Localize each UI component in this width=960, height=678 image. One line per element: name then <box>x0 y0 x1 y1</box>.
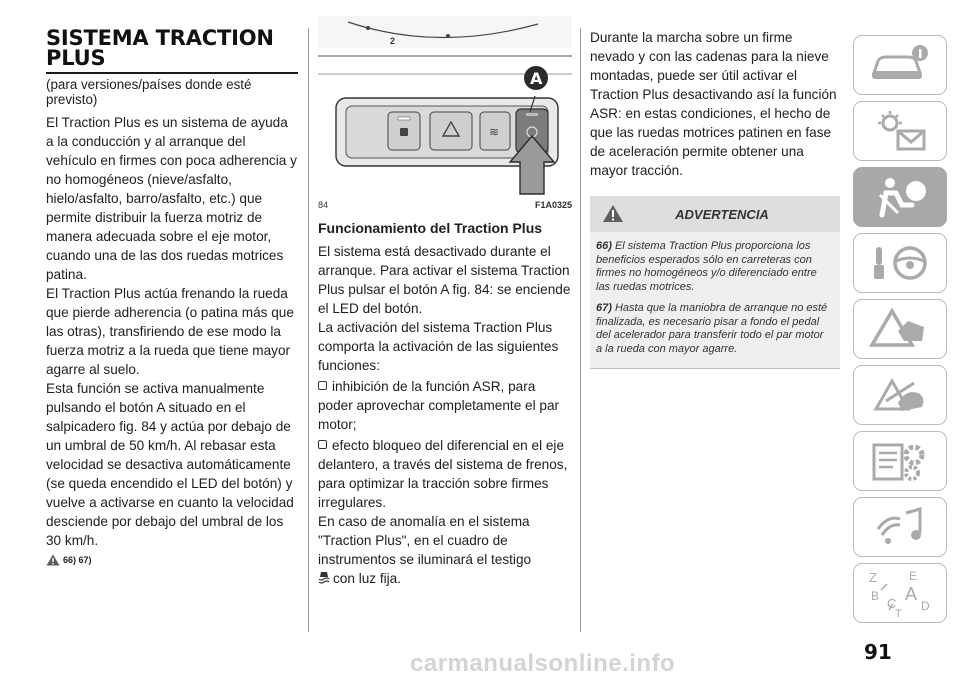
figure-caption <box>318 200 572 210</box>
warning-header <box>590 196 840 232</box>
column-divider <box>580 28 581 632</box>
reference-numbers: 66) 67) <box>63 555 92 565</box>
warning-item: 66) El sistema Traction Plus proporciona los beneficios esperados sólo en carreteras con firmes no homogéneos y/o diferenciado entre las ruedas motrices. <box>596 240 817 293</box>
paragraph: El Traction Plus actúa frenando la rueda que pierde adherencia (o patina más que las otras), transfiriendo de ese modo la fuerza motriz a la rueda que tiene mayor agarre al suelo. <box>46 286 294 377</box>
warning-triangle-icon <box>602 204 624 223</box>
index-letter: D <box>921 599 930 613</box>
section-title: SISTEMA TRACTION PLUS <box>46 26 274 70</box>
index-letter: B <box>871 589 880 603</box>
tab-maintenance[interactable] <box>853 431 947 491</box>
tab-index[interactable] <box>853 563 947 623</box>
figure-84 <box>318 16 572 196</box>
tab-warning-lights[interactable] <box>853 101 947 161</box>
index-letter: A <box>905 584 918 604</box>
driving-icon <box>868 241 932 285</box>
index-letter: C <box>887 596 897 611</box>
warning-item: 67) Hasta que la maniobra de arranque no esté finalizada, es necesario pisar a fondo el pedal del acelerador para transferir todo el par motor a la rueda con mayor agarre. <box>596 302 828 355</box>
page-number: 91 <box>864 640 892 664</box>
maintenance-icon <box>868 439 932 483</box>
warning-triangle-car-icon <box>868 307 932 351</box>
paragraph: El Traction Plus es un sistema de ayuda a la conducción y al arranque del vehículo en firmes con poca adherencia y no homogéneos (nieve/asfalto, hielo/asfalto, barro/asfalto, etc.) que permite distribuir la fuerza motriz de manera adecuada sobre el eje motor, cuando una de las dos ruedas motrices patina. <box>46 115 297 282</box>
index-letter: Z <box>869 570 877 585</box>
svg-text:≋: ≋ <box>489 125 500 139</box>
dashboard-button-illustration <box>318 16 572 196</box>
tab-safety[interactable] <box>853 167 947 227</box>
bullet-square-icon <box>318 381 327 390</box>
multimedia-icon <box>868 505 932 549</box>
bullet-square-icon <box>318 440 327 449</box>
emergency-icon <box>868 373 932 417</box>
warning-lights-icon <box>868 109 932 153</box>
warning-triangle-icon <box>46 554 60 566</box>
warning-box <box>590 196 840 369</box>
traction-warning-light-icon <box>318 571 330 585</box>
tab-car-info[interactable] <box>853 35 947 95</box>
warning-references <box>46 554 298 566</box>
paragraph: Durante la marcha sobre un firme nevado y con las cadenas para la nieve montadas, puede ser útil activar el Traction Plus desactivando así la función ASR: en estas condiciones, el hecho de que las ruedas motrices patinen en fase de aceleración permite obtener una mayor tracción. <box>590 30 837 178</box>
figure-number: 84 <box>318 200 329 210</box>
column-2 <box>318 16 572 588</box>
watermark-text: carmanualsonline.info <box>410 650 676 677</box>
list-item: inhibición de la función ASR, para poder aprovechar completamente el par motor; <box>318 379 560 432</box>
list-item: efecto bloqueo del diferencial en el eje delantero, a través del sistema de frenos, para optimizar la tracción sobre firmes irregulares. <box>318 438 568 510</box>
index-letter: E <box>909 569 918 583</box>
paragraph: En caso de anomalía en el sistema "Traction Plus", en el cuadro de instrumentos se iluminará el testigo con luz fija. <box>318 514 532 586</box>
chapter-sidebar <box>853 35 949 629</box>
dial-digit: 2 <box>390 36 396 46</box>
title-underline <box>46 72 298 74</box>
paragraph: Esta función se activa manualmente pulsando el botón A situado en el salpicadero fig. 84 y actúa por debajo de un umbral de 50 km/h. Al rebasar esta velocidad se desactiva automáticamente (se queda encendido el LED del botón) y vuelve a activarse en cuanto la velocidad desciende por debajo del umbral de los 30 km/h. <box>46 381 294 548</box>
tab-emergency[interactable] <box>853 365 947 425</box>
car-info-icon <box>868 43 932 87</box>
column-1 <box>46 28 298 566</box>
index-icon <box>865 568 935 618</box>
tab-driving[interactable] <box>853 233 947 293</box>
column-divider <box>308 28 309 632</box>
warning-title: ADVERTENCIA <box>675 206 769 222</box>
paragraph: El sistema está desactivado durante el arranque. Para activar el sistema Traction Plus pulsar el botón A fig. 84: se enciende el LED del botón. <box>318 244 571 316</box>
callout-label: A <box>530 69 543 88</box>
column-3 <box>590 28 840 369</box>
tab-multimedia[interactable] <box>853 497 947 557</box>
safety-airbag-icon <box>868 175 932 219</box>
subtitle: (para versiones/países donde esté previsto) <box>46 77 252 107</box>
figure-code: F1A0325 <box>534 200 572 210</box>
paragraph: La activación del sistema Traction Plus comporta la activación de las siguientes funciones: <box>318 320 559 373</box>
subsection-heading: Funcionamiento del Traction Plus <box>318 220 543 236</box>
tab-emergency-situations[interactable] <box>853 299 947 359</box>
index-letter: T <box>895 608 902 618</box>
